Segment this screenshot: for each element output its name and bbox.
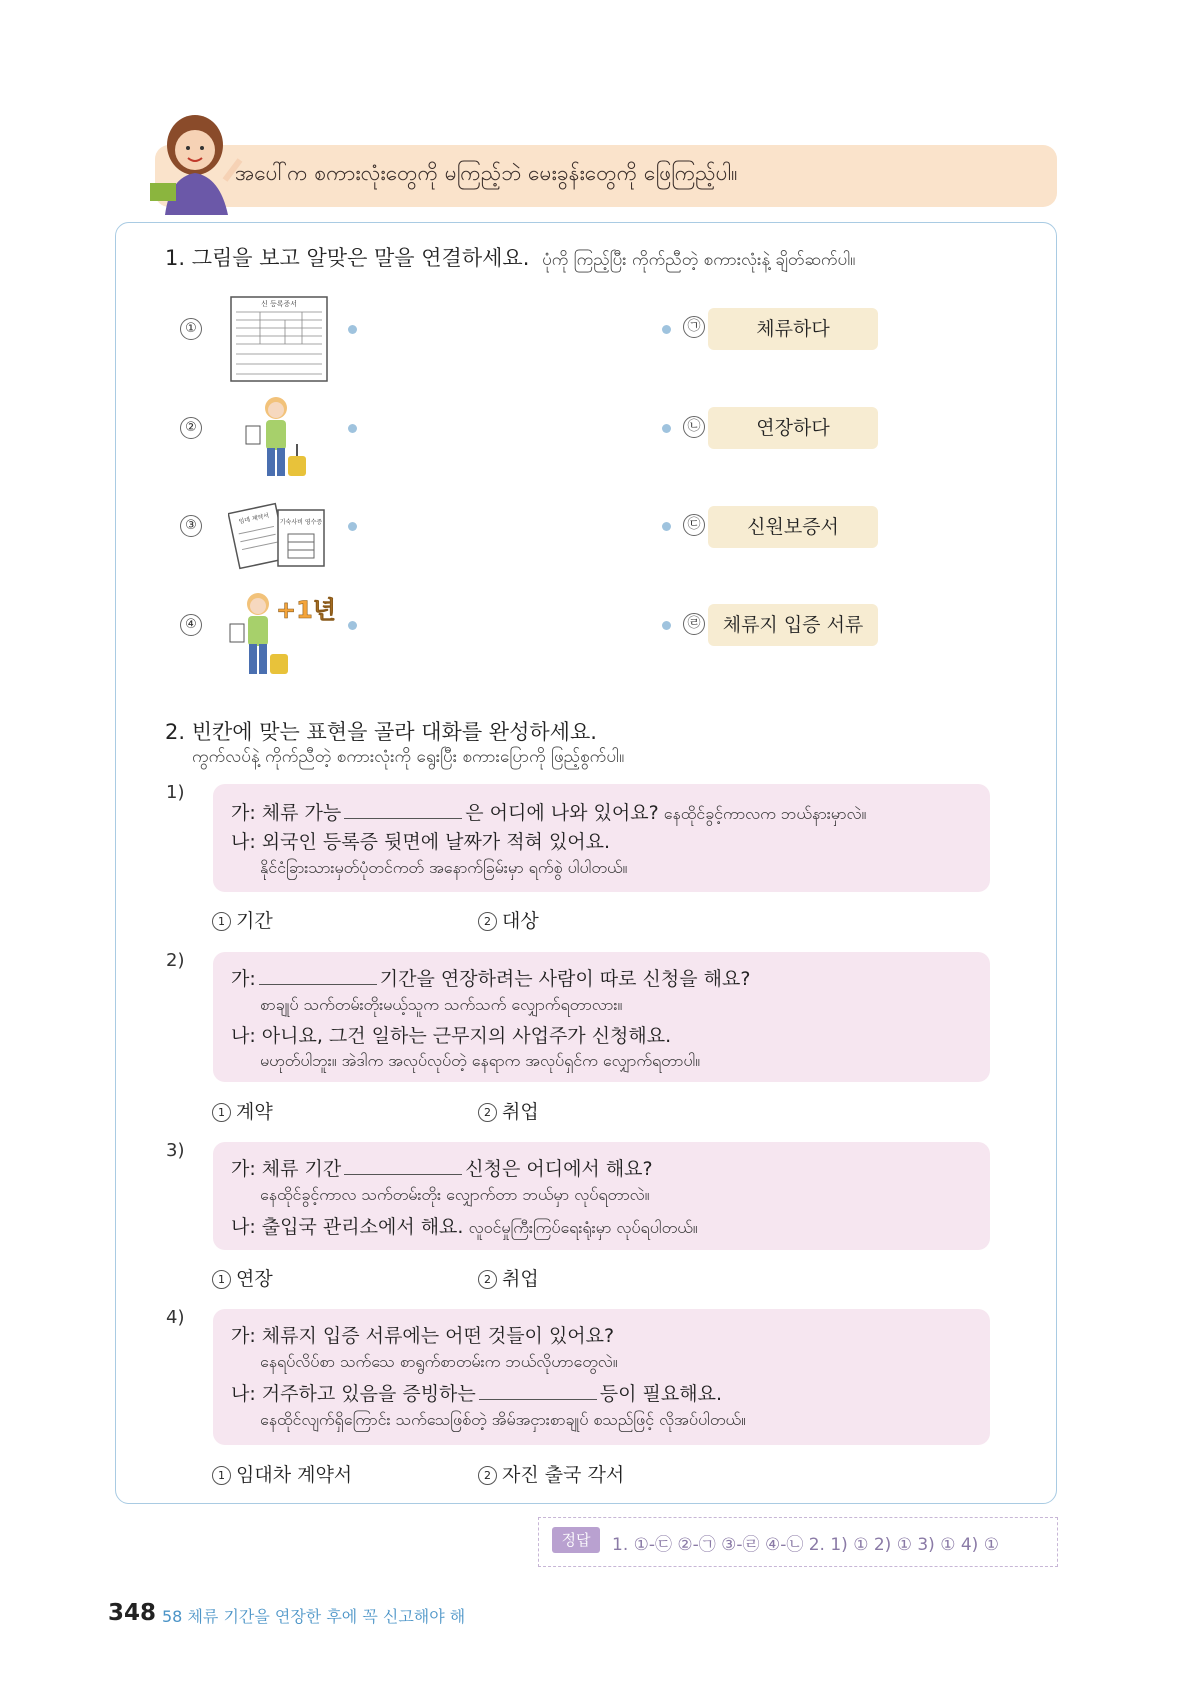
- letter-4: ㉣: [683, 613, 705, 635]
- word-box-4: 체류지 입증 서류: [708, 604, 878, 646]
- plus-one-year-text: +1년: [276, 596, 336, 624]
- right-dot-1[interactable]: [662, 325, 671, 334]
- answer-blank[interactable]: [479, 1383, 597, 1400]
- item-3-option-2[interactable]: 2 취업: [478, 1264, 539, 1291]
- dialog-3-line-1: 가: 체류 기간 신청은 어디에서 해요?: [231, 1158, 653, 1180]
- dialog-4-line-1-translation: နေရပ်လိပ်စာ သက်သေ စာရွက်စာတမ်းက ဘယ်လိုဟာတွေလဲ။: [260, 1352, 618, 1371]
- left-dot-3[interactable]: [348, 522, 357, 531]
- answer-key-text: 1. ①-㉢ ②-㉠ ③-㉣ ④-㉡ 2. 1) ① 2) ① 3) ① 4) ①: [612, 1535, 999, 1555]
- right-dot-2[interactable]: [662, 424, 671, 433]
- dialog-3-line-1-translation: နေထိုင်ခွင့်ကာလ သက်တမ်းတိုး လျှောက်တာ ဘယ်မှာ လုပ်ရတာလဲ။: [260, 1185, 650, 1204]
- dormitory-receipt-text: 기숙사비 영수증: [279, 519, 323, 526]
- dialog-2-line-1: 가: 기간을 연장하려는 사람이 따로 신청을 해요?: [231, 968, 751, 990]
- row-number-3: ③: [180, 515, 202, 537]
- lease-contract-text: 임대 계약서: [238, 512, 270, 526]
- dialog-box-1: [213, 784, 990, 892]
- dialog-1-line-2: 나: 외국인 등록증 뒷면에 날짜가 적혀 있어요.: [231, 831, 611, 853]
- traveler-with-document-icon: [240, 392, 318, 486]
- item-number-3: 3): [166, 1140, 185, 1161]
- item-number-1: 1): [166, 782, 185, 803]
- dialog-2-line-2-translation: မဟုတ်ပါဘူး။ အဲဒါက အလုပ်လုပ်တဲ့ နေရာက အလုပ်ရှင်က လျှောက်ရတာပါ။: [260, 1051, 701, 1070]
- dialog-1-line-1: 가: 체류 가능 은 어디에 나와 있어요? နေထိုင်ခွင့်ကာလက ဘယ်နားမှာလဲ။: [231, 802, 867, 824]
- row-number-1: ①: [180, 318, 202, 340]
- dialog-2-line-1-translation: စာချုပ် သက်တမ်းတိုးမယ့်သူက သက်သက် လျှောက်ရတာလား။: [260, 995, 623, 1014]
- row-number-2: ②: [180, 417, 202, 439]
- letter-2: ㉡: [683, 416, 705, 438]
- item-4-option-1[interactable]: 1 임대차 계약서: [212, 1460, 352, 1487]
- dialog-3-line-2: 나: 출입국 관리소에서 해요. လူဝင်မှုကြီးကြပ်ရေးရုံးမှာ လုပ်ရပါတယ်။: [231, 1216, 698, 1238]
- left-dot-2[interactable]: [348, 424, 357, 433]
- q2-subtitle: ကွက်လပ်နဲ့ ကိုက်ညီတဲ့ စကားလုံးကို ရွေးပြီး စကားပြောကို ဖြည့်စွက်ပါ။: [192, 747, 625, 767]
- q2-title: 2. 빈칸에 맞는 표현을 골라 대화를 완성하세요.: [165, 720, 597, 744]
- form-header-text: 신 등록증서: [260, 300, 298, 308]
- answer-key-label: 정답: [552, 1527, 600, 1553]
- letter-3: ㉢: [683, 514, 705, 536]
- item-1-option-1[interactable]: 1 기간: [212, 906, 273, 933]
- word-box-2: 연장하다: [708, 407, 878, 449]
- left-dot-4[interactable]: [348, 621, 357, 630]
- q1-subtitle: ပုံကို ကြည့်ပြီး ကိုက်ညီတဲ့ စကားလုံးနဲ့ ချိတ်ဆက်ပါ။: [542, 250, 856, 270]
- contract-documents-icon: [228, 498, 330, 574]
- left-dot-1[interactable]: [348, 325, 357, 334]
- word-box-1: 체류하다: [708, 308, 878, 350]
- item-1-option-2[interactable]: 2 대상: [478, 906, 539, 933]
- item-4-option-2[interactable]: 2 자진 출국 각서: [478, 1460, 624, 1487]
- instruction-text: အပေါ်က စကားလုံးတွေကို မကြည့်ဘဲ မေးခွန်းတွေကို ဖြေကြည့်ပါ။: [235, 161, 738, 185]
- dialog-box-3: [213, 1142, 990, 1250]
- dialog-box-4: [213, 1309, 990, 1445]
- answer-blank[interactable]: [344, 802, 462, 819]
- answer-blank[interactable]: [259, 968, 377, 985]
- letter-1: ㉠: [683, 316, 705, 338]
- page-number: 348: [108, 1600, 157, 1626]
- row-number-4: ④: [180, 614, 202, 636]
- item-3-option-1[interactable]: 1 연장: [212, 1264, 273, 1291]
- right-dot-3[interactable]: [662, 522, 671, 531]
- dialog-1-line-2-translation: နိုင်ငံခြားသားမှတ်ပုံတင်ကတ် အနောက်ခြမ်းမှာ ရက်စွဲ ပါပါတယ်။: [260, 858, 628, 877]
- item-number-2: 2): [166, 950, 185, 971]
- traveler-plus-one-year-icon: [228, 588, 338, 684]
- teacher-illustration-icon: [140, 105, 250, 215]
- right-dot-4[interactable]: [662, 621, 671, 630]
- item-number-4: 4): [166, 1307, 185, 1328]
- dialog-4-line-2: 나: 거주하고 있음을 증빙하는 등이 필요해요.: [231, 1383, 722, 1405]
- dialog-box-2: [213, 952, 990, 1082]
- chapter-title: 58 체류 기간을 연장한 후에 꼭 신고해야 해: [162, 1607, 466, 1626]
- answer-blank[interactable]: [344, 1158, 462, 1175]
- dialog-4-line-2-translation: နေထိုင်လျက်ရှိကြောင်း သက်သေဖြစ်တဲ့ အိမ်အငှားစာချုပ် စသည်ဖြင့် လိုအပ်ပါတယ်။: [260, 1410, 746, 1429]
- dialog-4-line-1: 가: 체류지 입증 서류에는 어떤 것들이 있어요?: [231, 1325, 615, 1347]
- word-box-3: 신원보증서: [708, 506, 878, 548]
- dialog-2-line-2: 나: 아니요, 그건 일하는 근무지의 사업주가 신청해요.: [231, 1025, 672, 1047]
- q1-title: 1. 그림을 보고 알맞은 말을 연결하세요. ပုံကို ကြည့်ပြီး ကိုက်ညီတဲ့ စကားလုံးနဲ့ ချိတ်ဆက်ပါ။: [165, 246, 856, 270]
- item-2-option-2[interactable]: 2 취업: [478, 1097, 539, 1124]
- item-2-option-1[interactable]: 1 계약: [212, 1097, 273, 1124]
- registration-form-icon: [230, 296, 328, 382]
